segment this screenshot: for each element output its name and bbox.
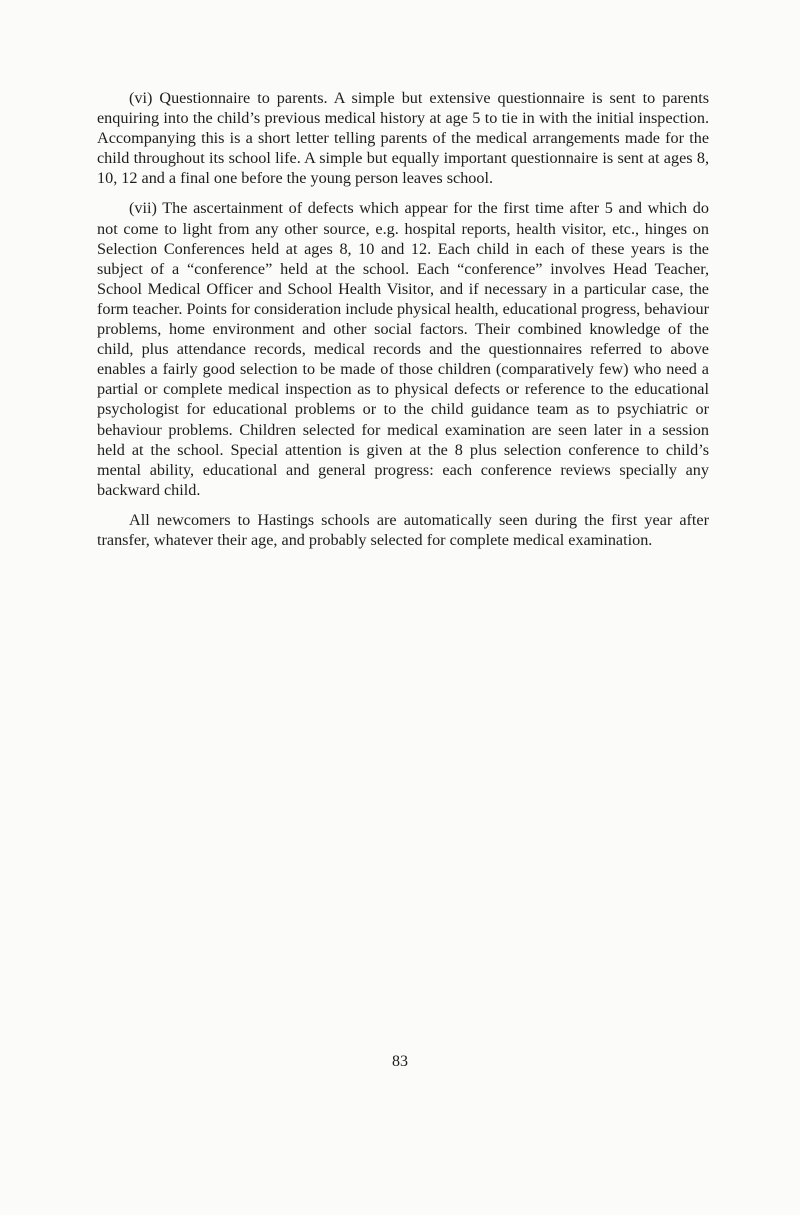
paragraph-questionnaire: (vi) Questionnaire to parents. A simple but extensive questionnaire is sent to parents enquiring into the child’s previous medical history at age 5 to tie in with the initial inspection. Accompanying this is a short letter telling parents of the medical arrangements made for the child throughout its school life. A simple but equally important questionnaire is sent at ages 8, 10, 12 and a final one before the young person leaves school. (97, 89, 709, 188)
page-number: 83 (392, 1053, 408, 1070)
paragraph-selection-conferences: (vii) The ascertainment of defects which appear for the first time after 5 and which do not come to light from any other source, e.g. hospital reports, health visitor, etc., hinges on Selection Conferences held at ages 8, 10 and 12. Each child in each of these years is the subject of a “conference” held at the school. Each “conference” involves Head Teacher, School Medical Officer and School Health Visitor, and if necessary in a particular case, the form teacher. Points for consideration include physical health, educational progress, behaviour problems, home environment and other social factors. Their combined knowledge of the child, plus attendance records, medical records and the questionnaires referred to above enables a fairly good selection to be made of those children (comparatively few) who need a partial or complete medical inspection as to physical defects or reference to the educational psychologist for educational problems or to the child guidance team as to psychiatric or behaviour problems. Children selected for medical examination are seen later in a session held at the school. Special attention is given at the 8 plus selection conference to child’s mental ability, educational and general progress: each conference reviews specially any backward child. (97, 199, 709, 499)
paragraph-newcomers: All newcomers to Hastings schools are automatically seen during the first year after transfer, whatever their age, and probably selected for complete medical examination. (97, 510, 709, 549)
document-body (97, 88, 709, 560)
